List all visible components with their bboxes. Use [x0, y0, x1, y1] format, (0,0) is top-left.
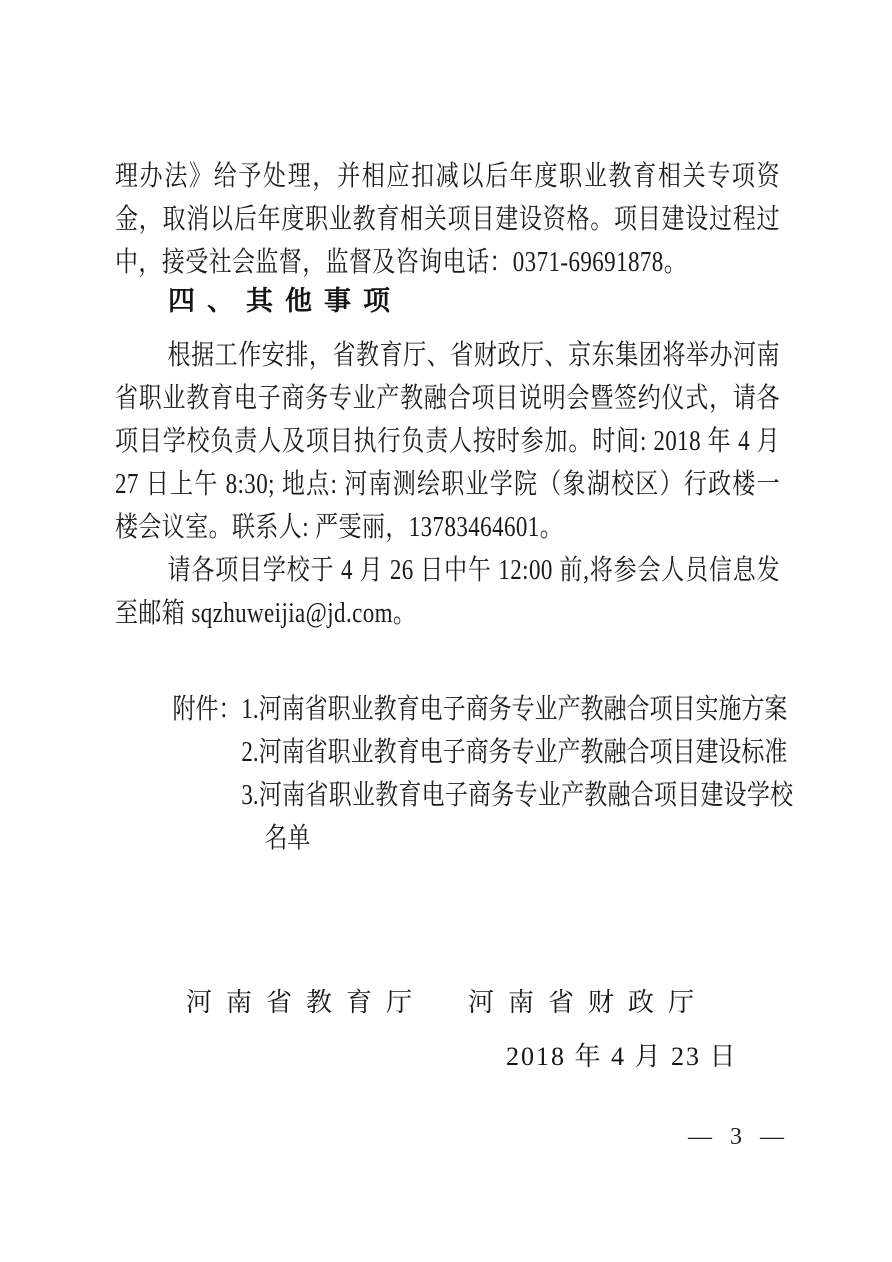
paragraph-registration-deadline: 请各项目学校于 4 月 26 日中午 12:00 前,将参会人员信息发至邮箱 sqzhuweijia@jd.com。 [115, 555, 781, 629]
paragraph-penalty-clause: 理办法》给予处理，并相应扣减以后年度职业教育相关专项资金，取消以后年度职业教育相关项目建设资格。项目建设过程过中，接受社会监督，监督及咨询电话：0371-69691878。 [115, 161, 781, 278]
attachments-block [115, 688, 796, 860]
attachments-row [115, 688, 796, 860]
attachment-item-2: 2.河南省职业教育电子商务专业产教融合项目建设标准 [241, 737, 788, 768]
attachment-item-1: 1.河南省职业教育电子商务专业产教融合项目实施方案 [241, 694, 788, 725]
signature-org-finance-dept: 河南省财政厅 [468, 988, 709, 1017]
attachments-label: 附件： [172, 694, 242, 725]
page-number: — 3 — [688, 1124, 790, 1150]
paragraph-meeting-arrangement: 根据工作安排，省教育厅、省财政厅、京东集团将举办河南省职业教育电子商务专业产教融合项目说明会暨签约仪式，请各项目学校负责人及项目执行负责人按时参加。时间: 2018 年 4 月 27 日上午 8:30; 地点: 河南测绘职业学院（象湖校区）行政楼一楼会议室。联系人: 严雯丽，13783464601。 [115, 340, 781, 543]
attachments-list [241, 688, 793, 860]
signature-date: 2018 年 4 月 23 日 [506, 1042, 738, 1071]
attachment-item-3: 3.河南省职业教育电子商务专业产教融合项目建设学校名单 [241, 780, 794, 854]
signature-org-education-dept: 河南省教育厅 [186, 988, 427, 1017]
section-heading-other-matters: 四、其他事项 [168, 286, 402, 316]
